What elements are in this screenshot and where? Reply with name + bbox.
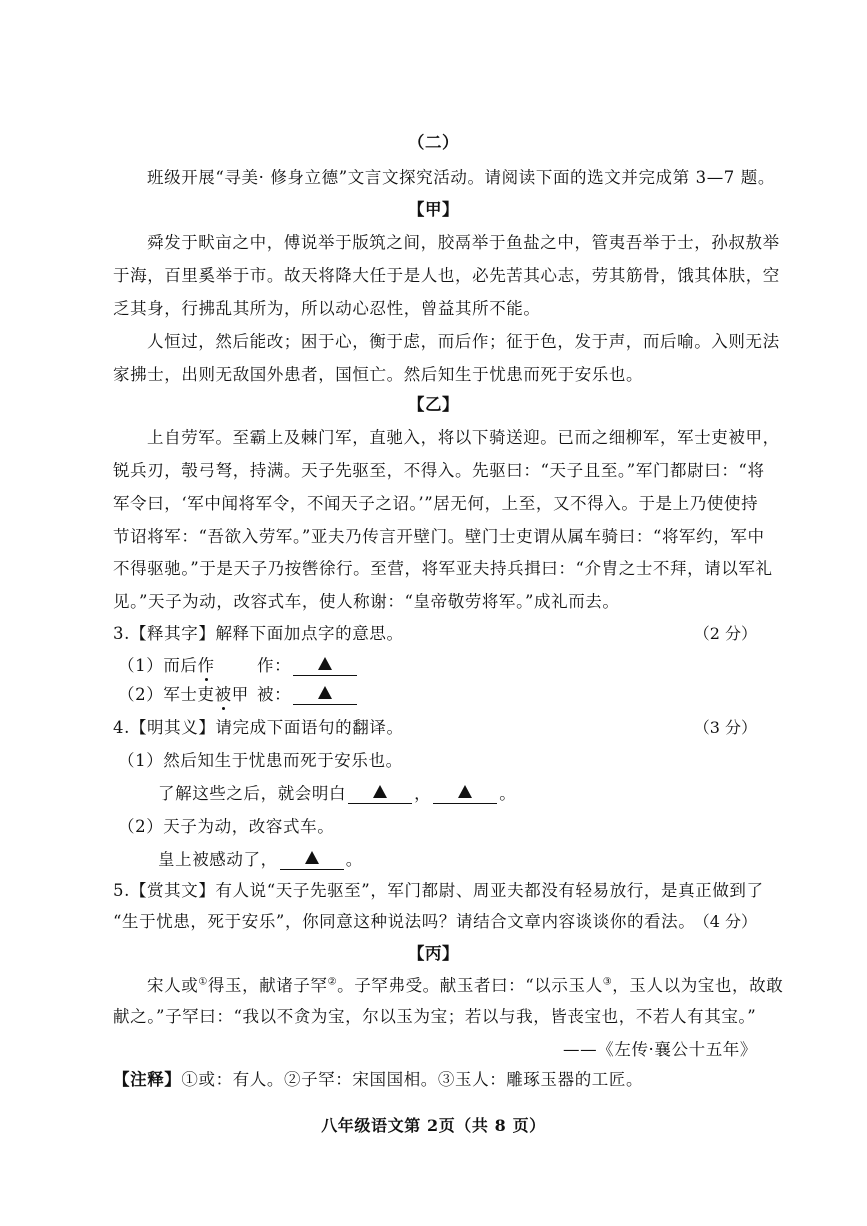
passage-jia-line: 人恒过，然后能改；困于心，衡于虑，而后作；征于色，发于声，而后喻。入则无法 (147, 332, 780, 351)
question-4-item-1: （1）然后知生于忧患而死于安乐也。 (118, 751, 403, 770)
question-5-line-1: 5.【赏其文】有人说“天子先驱至”，军门都尉、周亚夫都没有轻易放行，是真正做到了 (113, 881, 764, 900)
intro-text: 班级开展“寻美· 修身立德”文言文探究活动。请阅读下面的选文并完成第 3—7 题。 (147, 168, 775, 187)
passage-jia-line: 于海，百里奚举于市。故天将降大任于是人也，必先苦其心志，劳其筋骨，饿其体肤，空 (113, 266, 780, 285)
passage-bing-line-1: 宋人或①得玉，献诸子罕②。子罕弗受。献玉者曰：“以示玉人③，玉人以为宝也，故敢 (147, 976, 784, 995)
question-5-score: （4 分） (693, 912, 757, 931)
passage-jia-heading: 【甲】 (407, 200, 460, 219)
question-3-item-2 (118, 685, 249, 705)
footnote-marker: ① (198, 976, 208, 988)
triangle-icon (458, 785, 472, 798)
question-4-item-2: （2）天子为动，改容式车。 (118, 817, 335, 836)
dotted-character: 被 (214, 685, 232, 704)
passage-bing-source: ——《左传·襄公十五年》 (563, 1040, 757, 1059)
passage-yi-line: 节诏将军：“吾欲入劳军。”亚夫乃传言开壁门。壁门士吏谓从属车骑曰：“将军约，军中 (113, 527, 765, 546)
passage-yi-line: 上自劳军。至霸上及棘门军，直驰入，将以下骑送迎。已而之细柳军，军士吏被甲， (147, 428, 780, 447)
answer-blank[interactable] (293, 657, 357, 676)
page-footer: 八年级语文第 2页（共 8 页） (321, 1116, 546, 1135)
question-4-stem: 4.【明其义】请完成下面语句的翻译。 (113, 718, 404, 737)
answer-blank[interactable] (348, 785, 412, 804)
passage-bing-heading: 【丙】 (407, 944, 460, 963)
passage-jia-line: 乏其身，行拂乱其所为，所以动心忍性，曾益其所不能。 (113, 299, 541, 318)
triangle-icon (318, 686, 332, 699)
passage-jia-line: 舜发于畎亩之中，傅说举于版筑之间，胶鬲举于鱼盐之中，管夷吾举于士，孙叔敖举 (147, 233, 780, 252)
answer-blank[interactable] (293, 686, 357, 705)
section-title: （二） (407, 133, 460, 152)
question-3-item-1 (118, 656, 215, 676)
passage-jia-line: 家拂士，出则无敌国外患者，国恒亡。然后知生于忧患而死于安乐也。 (113, 365, 644, 384)
triangle-icon (318, 657, 332, 670)
answer-blank[interactable] (433, 785, 497, 804)
passage-yi-line: 不得驱驰。”于是天子乃按辔徐行。至营，将军亚夫持兵揖曰：“介胄之士不拜，请以军礼 (113, 559, 773, 578)
answer-key: 作： (257, 656, 292, 675)
question-3-score: （2 分） (693, 624, 757, 643)
notes (113, 1070, 643, 1090)
footnote-marker: ③ (602, 976, 613, 988)
question-4-item-1-answer: 了解这些之后，就会明白 ， 。 (158, 784, 517, 803)
question-4-item-2-answer: 皇上被感动了， 。 (158, 850, 363, 869)
question-4-score: （3 分） (693, 718, 757, 737)
dotted-character: 作 (197, 656, 215, 675)
question-3-item-2-answer (257, 685, 359, 705)
question-3-stem: 3.【释其字】解释下面加点字的意思。 (113, 624, 404, 643)
notes-label: 【注释】 (113, 1070, 182, 1089)
item-number: （1） (118, 656, 164, 675)
footnote-marker: ② (327, 976, 338, 988)
item-phrase: 军士吏被甲 (163, 685, 249, 704)
passage-yi-line: 锐兵刃，彀弓弩，持满。天子先驱至，不得入。先驱曰：“天子且至。”军门都尉曰：“将 (113, 461, 765, 480)
passage-yi-line: 军令曰，‘军中闻将军令，不闻天子之诏。’”居无何，上至，又不得入。于是上乃使使持 (113, 494, 759, 513)
passage-yi-heading: 【乙】 (407, 395, 460, 414)
item-number: （2） (118, 685, 164, 704)
answer-blank[interactable] (280, 851, 344, 870)
item-phrase: 而后作 (163, 656, 215, 675)
answer-key: 被： (257, 685, 292, 704)
passage-bing-line-2: 献之。”子罕曰：“我以不贪为宝，尔以玉为宝；若以与我，皆丧宝也，不若人有其宝。” (113, 1007, 757, 1026)
question-5-line-2: “生于忧患，死于安乐”，你同意这种说法吗？请结合文章内容谈谈你的看法。 (113, 912, 696, 931)
triangle-icon (305, 851, 319, 864)
question-3-item-1-answer (257, 656, 359, 676)
triangle-icon (373, 785, 387, 798)
notes-text: ①或：有人。②子罕：宋国国相。③玉人：雕琢玉器的工匠。 (181, 1070, 644, 1089)
passage-yi-line: 见。”天子为动，改容式车，使人称谢：“皇帝敬劳将军。”成礼而去。 (113, 592, 620, 611)
